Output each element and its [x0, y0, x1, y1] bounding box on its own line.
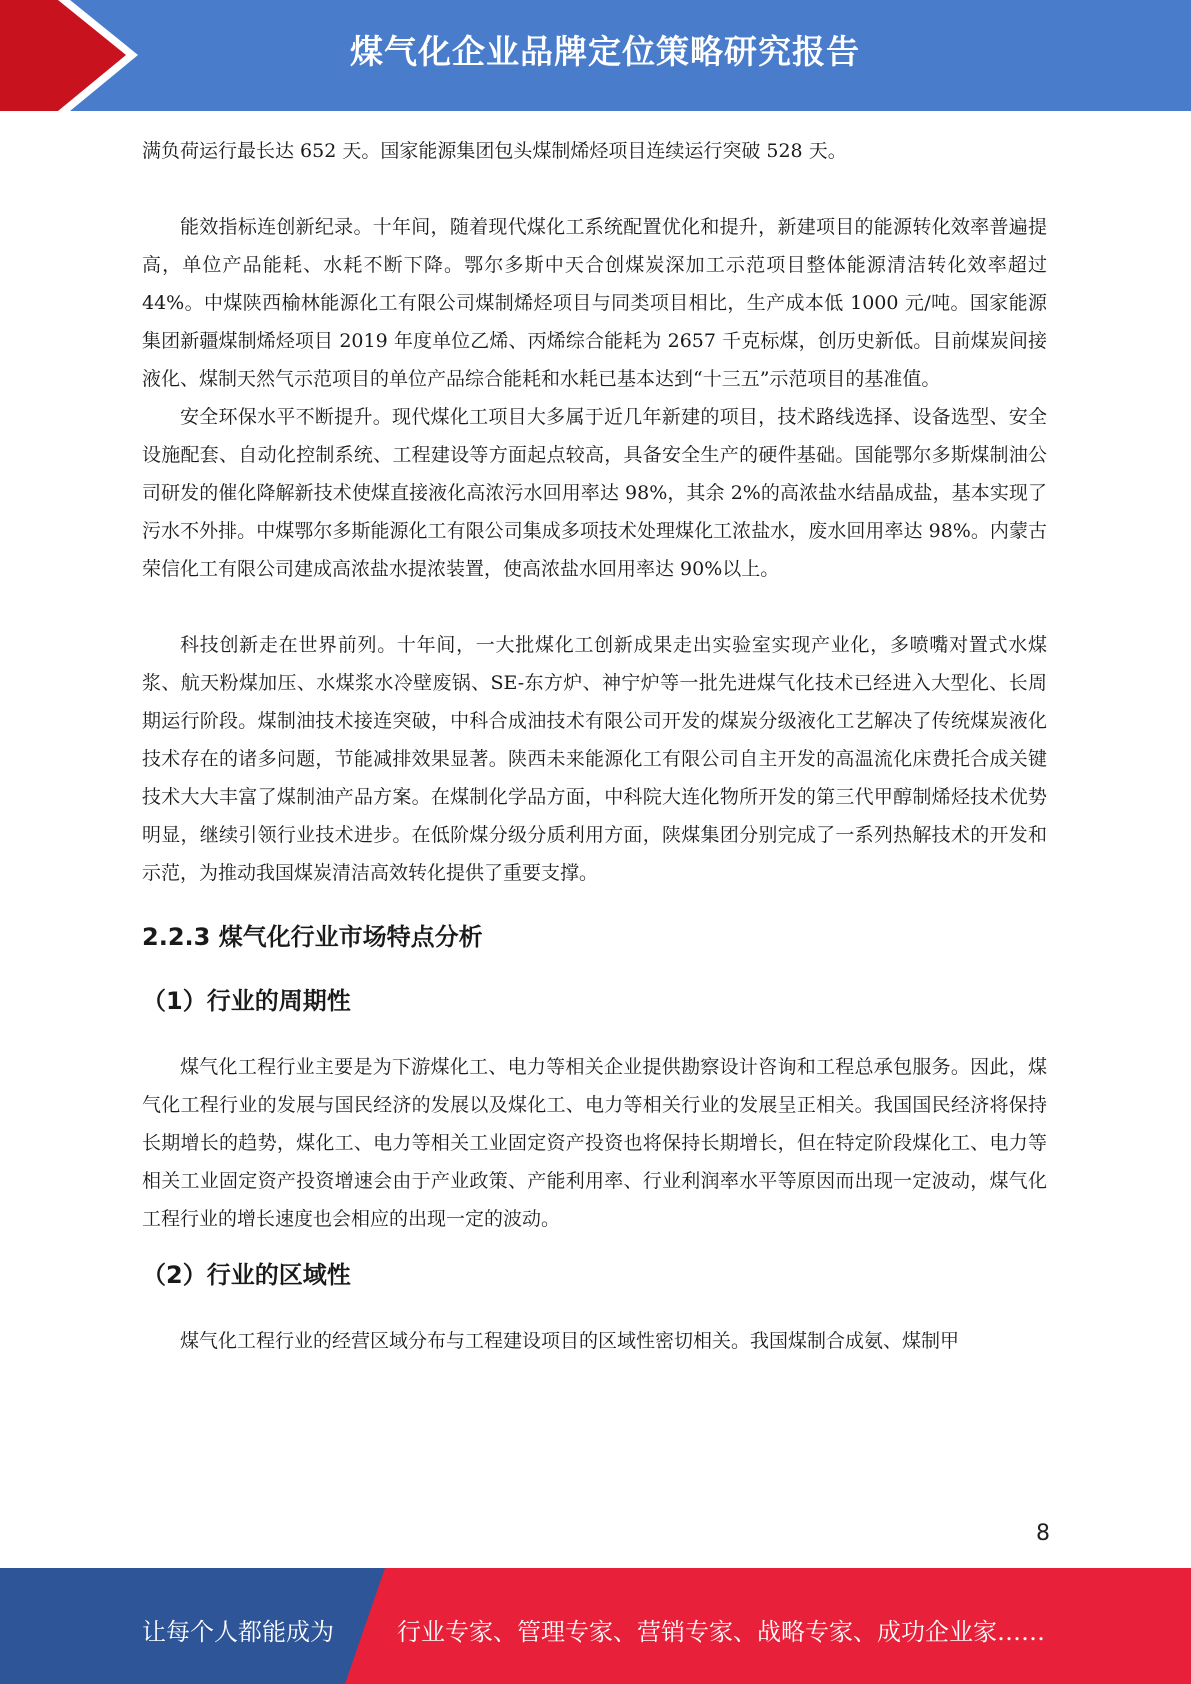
subsection-heading: （1）行业的周期性	[142, 987, 351, 1015]
paragraph: 煤气化工程行业主要是为下游煤化工、电力等相关企业提供勘察设计咨询和工程总承包服务。因此，煤气化工程行业的发展与国民经济的发展以及煤化工、电力等相关行业的发展呈正相关。我国国民经济将保持长期增长的趋势，煤化工、电力等相关工业固定资产投资也将保持长期增长，但在特定阶段煤化工、电力等相关工业固定资产投资增速会由于产业政策、产能利用率、行业利润率水平等原因而出现一定波动，煤气化工程行业的增长速度也会相应的出现一定的波动。	[142, 1056, 1047, 1230]
report-title: 煤气化企业品牌定位策略研究报告	[350, 32, 860, 71]
page-number: 8	[1036, 1521, 1050, 1546]
page-header	[0, 0, 1191, 111]
footer-slogan-right: 行业专家、管理专家、营销专家、战略专家、成功企业家……	[397, 1618, 1045, 1646]
paragraph: 煤气化工程行业的经营区域分布与工程建设项目的区域性密切相关。我国煤制合成氨、煤制甲	[180, 1330, 960, 1352]
paragraph: 满负荷运行最长达 652 天。国家能源集团包头煤制烯烃项目连续运行突破 528 天。	[142, 140, 847, 162]
subsection-heading: （2）行业的区域性	[142, 1261, 351, 1289]
document-body	[142, 132, 1047, 1360]
paragraph: 科技创新走在世界前列。十年间，一大批煤化工创新成果走出实验室实现产业化，多喷嘴对置式水煤浆、航天粉煤加压、水煤浆水冷壁废锅、SE-东方炉、神宁炉等一批先进煤气化技术已经进入大型化、长周期运行阶段。煤制油技术接连突破，中科合成油技术有限公司开发的煤炭分级液化工艺解决了传统煤炭液化技术存在的诸多问题，节能减排效果显著。陕西未来能源化工有限公司自主开发的高温流化床费托合成关键技术大大丰富了煤制油产品方案。在煤制化学品方面，中科院大连化物所开发的第三代甲醇制烯烃技术优势明显，继续引领行业技术进步。在低阶煤分级分质利用方面，陕煤集团分别完成了一系列热解技术的开发和示范，为推动我国煤炭清洁高效转化提供了重要支撑。	[142, 634, 1047, 884]
paragraph: 安全环保水平不断提升。现代煤化工项目大多属于近几年新建的项目，技术路线选择、设备选型、安全设施配套、自动化控制系统、工程建设等方面起点较高，具备安全生产的硬件基础。国能鄂尔多斯煤制油公司研发的催化降解新技术使煤直接液化高浓污水回用率达 98%，其余 2%的高浓盐水结晶成盐，基本实现了污水不外排。中煤鄂尔多斯能源化工有限公司集成多项技术处理煤化工浓盐水，废水回用率达 98%。内蒙古荣信化工有限公司建成高浓盐水提浓装置，使高浓盐水回用率达 90%以上。	[142, 406, 1047, 580]
paragraph: 能效指标连创新纪录。十年间，随着现代煤化工系统配置优化和提升，新建项目的能源转化效率普遍提高，单位产品能耗、水耗不断下降。鄂尔多斯中天合创煤炭深加工示范项目整体能源清洁转化效率超过 44%。中煤陕西榆林能源化工有限公司煤制烯烃项目与同类项目相比，生产成本低 1000 元/吨。国家能源集团新疆煤制烯烃项目 2019 年度单位乙烯、丙烯综合能耗为 2657 千克标煤，创历史新低。目前煤炭间接液化、煤制天然气示范项目的单位产品综合能耗和水耗已基本达到“十三五”示范项目的基准值。	[142, 216, 1047, 390]
section-heading: 2.2.3 煤气化行业市场特点分析	[142, 923, 483, 951]
footer-slogan-left: 让每个人都能成为	[142, 1618, 334, 1646]
page-footer	[0, 1568, 1191, 1684]
